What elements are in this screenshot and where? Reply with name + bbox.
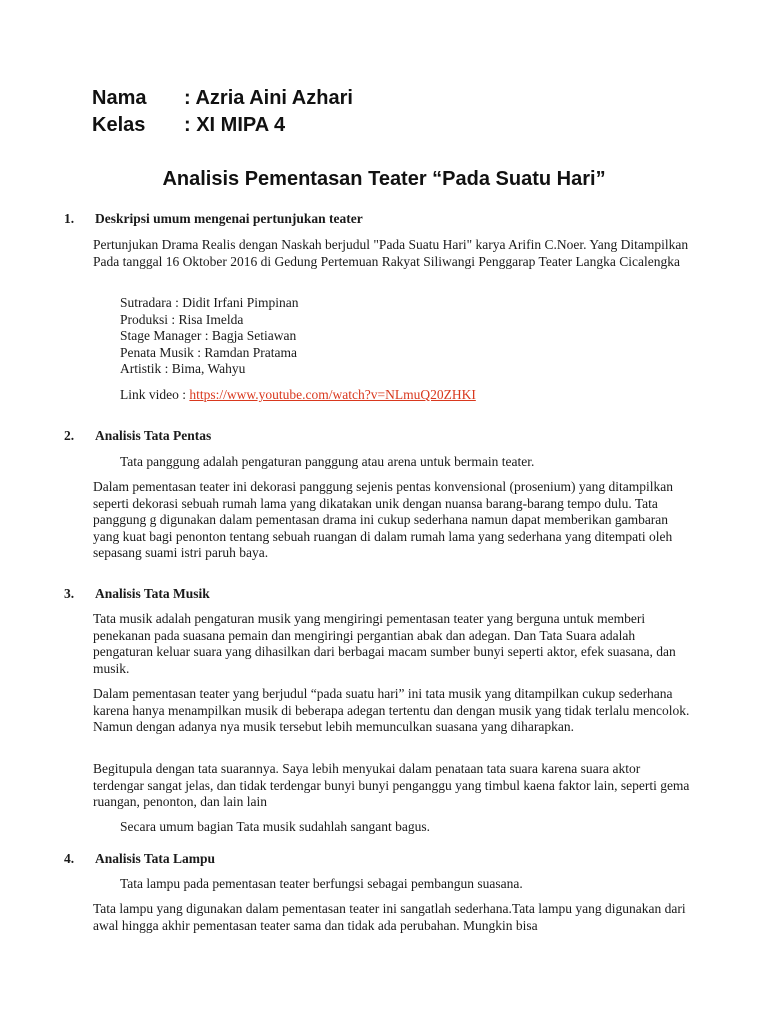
section-title: Analisis Tata Musik [95, 586, 210, 601]
credits-list [120, 295, 298, 378]
link-label: Link video : [120, 387, 190, 402]
section-title: Analisis Tata Lampu [95, 851, 216, 866]
class-line [92, 114, 285, 137]
section-number: 4. [64, 851, 75, 866]
document-title: Analisis Pementasan Teater “Pada Suatu Hari” [162, 168, 606, 190]
paragraph: Pertunjukan Drama Realis dengan Naskah berjudul "Pada Suatu Hari" karya Arifin C.Noer. Yang Ditampilkan Pada tanggal 16 Oktober 2016 di Gedung Pertemuan Rakyat Siliwangi Penggarap Teater Langka Cicalengka [93, 237, 689, 269]
class-value: : XI MIPA 4 [184, 114, 286, 136]
video-link-line [120, 387, 476, 404]
paragraph: Dalam pementasan teater yang berjudul “pada suatu hari” ini tata musik yang ditampilkan cukup sederhana karena hanya menampilkan musik di beberapa adegan tertentu dan dengan musik yang tidak terlalu mencolok. Namun dengan adanya nya musik tersebut lebih memunculkan suasana yang diharapkan. [93, 686, 690, 734]
paragraph: Dalam pementasan teater ini dekorasi panggung sejenis pentas konvensional (prosenium) yang ditampilkan seperti dekorasi sebuah rumah lama yang dikatakan unik dengan nuansa barang-barang tempo dulu. Tata panggung g digunakan dalam pementasan drama ini cukup sederhana namun dapat memberikan gambaran yang kuat bagi penonton tentang sebuah ruangan di dalam rumah lama yang sederhana yang ditempati oleh sepasang suami istri paruh baya. [93, 479, 673, 560]
name-label: Nama [92, 87, 147, 109]
paragraph: Begitupula dengan tata suarannya. Saya lebih menyukai dalam penataan tata suara karena suara aktor terdengar sangat jelas, dan tidak terdengar bunyi bunyi penganggu yang timbul kaena faktor lain, seperti gema ruangan, penonton, dan lain lain [93, 761, 690, 809]
section-4-heading [64, 851, 215, 867]
paragraph: Secara umum bagian Tata musik sudahlah sangant bagus. [120, 819, 430, 834]
section-number: 2. [64, 428, 75, 443]
section-1-heading [64, 211, 363, 227]
paragraph: Tata panggung adalah pengaturan panggung atau arena untuk bermain teater. [120, 454, 535, 469]
name-line [92, 87, 353, 110]
credit-item: Artistik : Bima, Wahyu [120, 361, 246, 376]
credit-item: Penata Musik : Ramdan Pratama [120, 344, 297, 360]
paragraph: Tata lampu pada pementasan teater berfungsi sebagai pembangun suasana. [120, 876, 523, 891]
section-number: 1. [64, 211, 75, 226]
section-3-heading [64, 586, 210, 602]
class-label: Kelas [92, 114, 146, 136]
video-link[interactable]: https://www.youtube.com/watch?v=NLmuQ20ZHKI [189, 387, 476, 402]
name-value: : Azria Aini Azhari [184, 87, 353, 109]
paragraph: Tata lampu yang digunakan dalam pementasan teater ini sangatlah sederhana.Tata lampu yang digunakan dari awal hingga akhir pementasan teater sama dan tidak ada perubahan. Mungkin bisa [93, 901, 686, 933]
paragraph: Tata musik adalah pengaturan musik yang mengiringi pementasan teater yang berguna untuk memberi penekanan pada suasana pemain dan mengiringi pergantian abak dan adegan. Dan Tata Suara adalah pengaturan keluar suara yang dihasilkan dari berbagai macam sumber bunyi seperti aktor, efek suasana, dan musik. [93, 611, 676, 676]
section-title: Analisis Tata Pentas [95, 428, 212, 443]
section-2-heading [64, 428, 211, 444]
credit-item: Sutradara : Didit Irfani Pimpinan [120, 295, 299, 310]
credit-item: Stage Manager : Bagja Setiawan [120, 328, 297, 343]
credit-item: Produksi : Risa Imelda [120, 311, 244, 327]
section-number: 3. [64, 586, 75, 601]
section-title: Deskripsi umum mengenai pertunjukan teater [95, 211, 363, 226]
